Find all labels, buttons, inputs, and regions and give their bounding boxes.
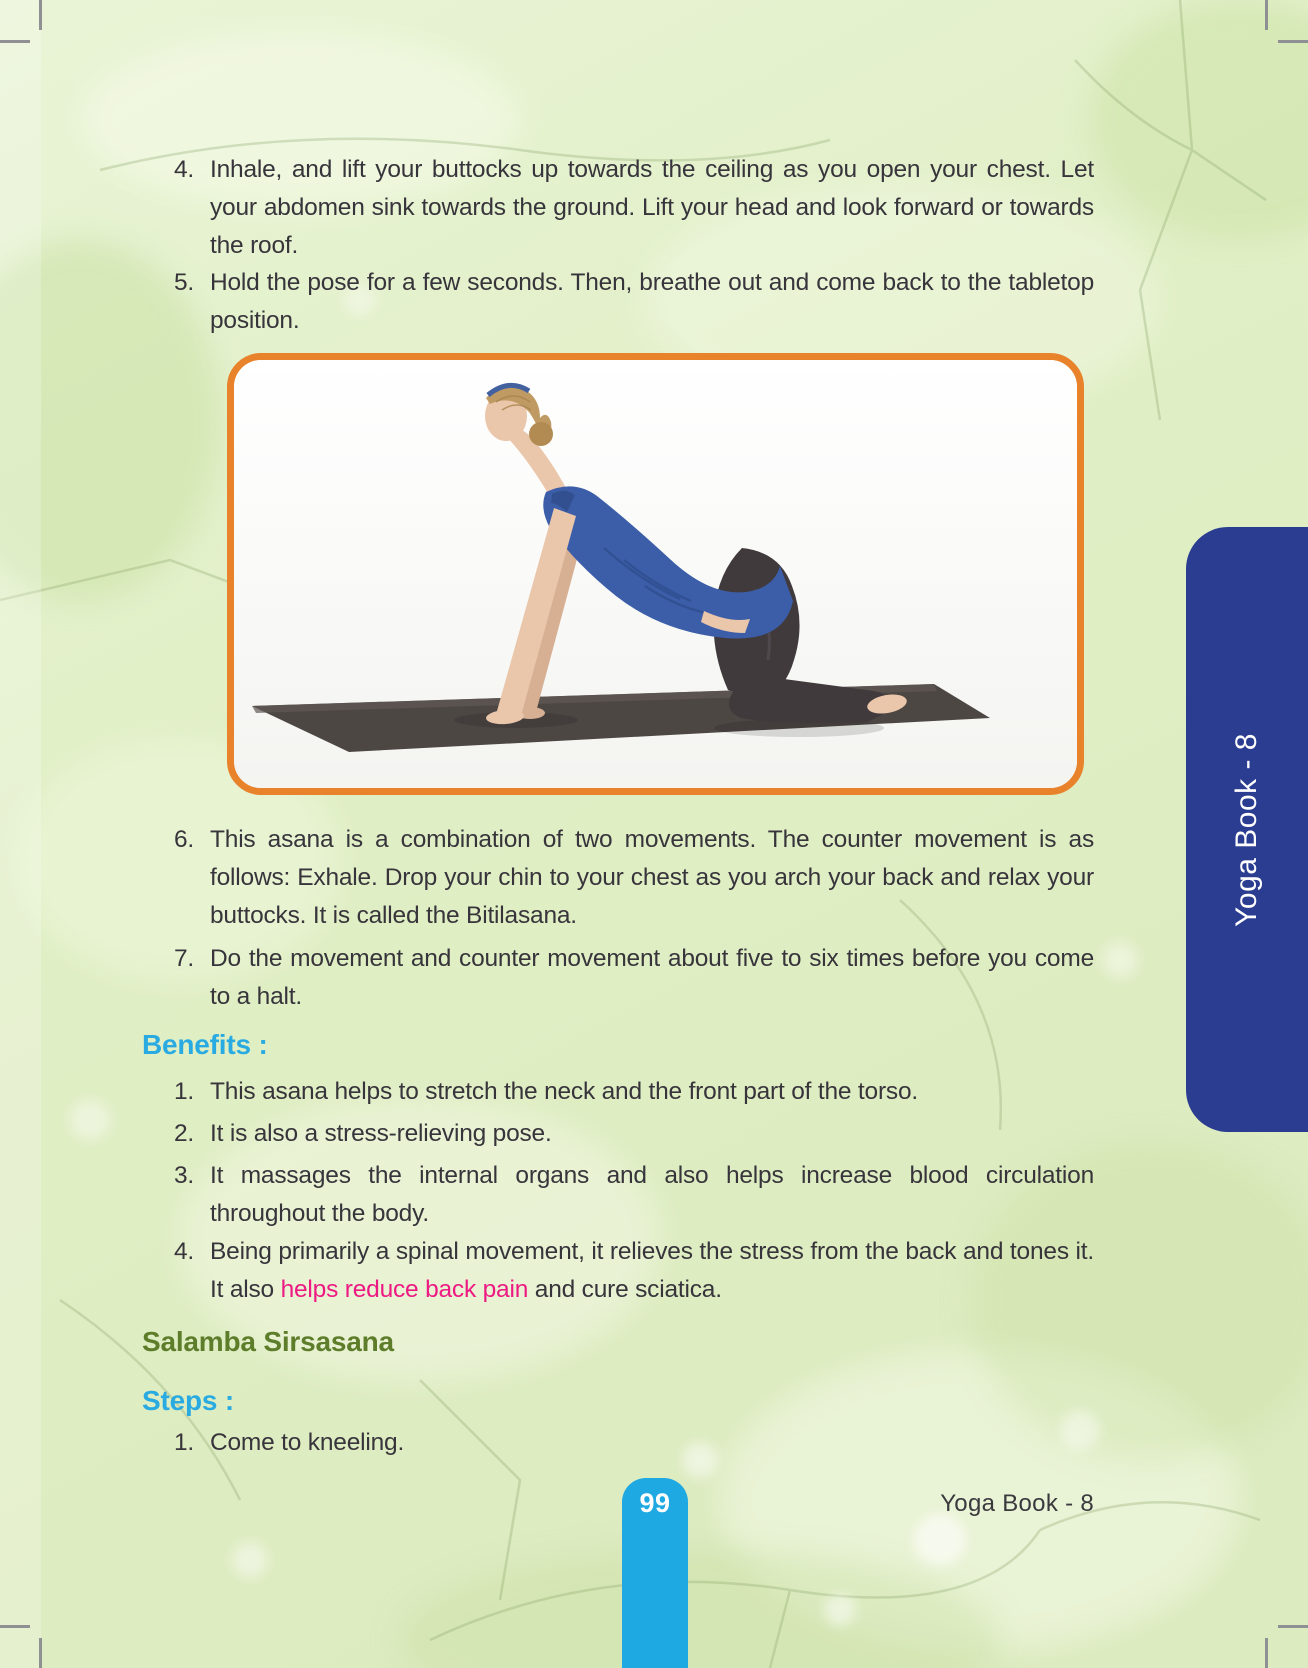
crop-mark-top-left-v xyxy=(39,0,42,30)
page-number-badge xyxy=(622,1478,688,1668)
benefit-item-3 xyxy=(158,1157,1094,1233)
step-item-1 xyxy=(158,1424,1094,1462)
item-number: 3. xyxy=(173,1162,194,1189)
benefit-4-after: and cure sciatica. xyxy=(528,1276,722,1303)
crop-mark-top-left-h xyxy=(0,40,30,43)
benefit-item-4 xyxy=(158,1233,1094,1309)
item-number: 5. xyxy=(173,269,194,296)
item-text: Hold the pose for a few seconds. Then, breathe out and come back to the tabletop position. xyxy=(210,269,1094,334)
crop-mark-bottom-left-v xyxy=(39,1638,42,1668)
crop-mark-bottom-left-h xyxy=(0,1625,30,1628)
footer-book-label: Yoga Book - 8 xyxy=(940,1490,1094,1517)
item-number: 1. xyxy=(173,1429,194,1456)
item-text: It is also a stress-relieving pose. xyxy=(210,1120,552,1147)
instruction-item-5 xyxy=(158,264,1094,340)
benefit-4-highlight: helps reduce back pain xyxy=(280,1276,529,1303)
item-text: It massages the internal organs and also helps increase blood circulation throughout the body. xyxy=(210,1162,1094,1227)
instruction-item-7 xyxy=(158,940,1094,1016)
benefit-item-1 xyxy=(158,1073,1094,1111)
item-number: 6. xyxy=(173,826,194,853)
item-number: 1. xyxy=(173,1078,194,1105)
item-text: Inhale, and lift your buttocks up towards the ceiling as you open your chest. Let your abdomen sink towards the ground. Lift your head and look forward or towards the roof. xyxy=(210,156,1094,259)
item-text: Do the movement and counter movement about five to six times before you come to a halt. xyxy=(210,945,1094,1010)
item-number: 4. xyxy=(173,156,194,183)
crop-mark-top-right-v xyxy=(1265,0,1268,30)
steps-heading: Steps : xyxy=(142,1385,234,1416)
benefit-item-2 xyxy=(158,1115,1094,1153)
benefit-4-before: Being primarily a spinal movement, it relieves the stress from the back and tones it. It also xyxy=(210,1238,1094,1303)
crop-mark-top-right-h xyxy=(1278,40,1308,43)
item-number: 2. xyxy=(173,1120,194,1147)
instruction-item-6 xyxy=(158,821,1094,935)
benefits-heading: Benefits : xyxy=(142,1029,268,1060)
chapter-side-tab xyxy=(1186,527,1308,1132)
pose-photo-frame xyxy=(227,353,1084,795)
item-text xyxy=(210,1233,1094,1309)
chapter-side-tab-label: Yoga Book - 8 xyxy=(1230,732,1263,927)
crop-mark-bottom-right-h xyxy=(1278,1625,1308,1628)
item-text: This asana helps to stretch the neck and the front part of the torso. xyxy=(210,1078,919,1105)
item-number: 4. xyxy=(173,1238,194,1265)
crop-mark-bottom-right-v xyxy=(1265,1638,1268,1668)
yoga-pose-illustration xyxy=(234,360,1077,788)
page-number: 99 xyxy=(639,1488,671,1518)
item-text: Come to kneeling. xyxy=(210,1429,405,1456)
section-heading: Salamba Sirsasana xyxy=(142,1326,394,1357)
item-text: This asana is a combination of two movements. The counter movement is as follows: Exhale. Drop your chin to your chest as you arch your back and relax your buttocks. It is called the Bitilasana. xyxy=(210,826,1094,929)
instruction-item-4 xyxy=(158,151,1094,265)
item-number: 7. xyxy=(173,945,194,972)
